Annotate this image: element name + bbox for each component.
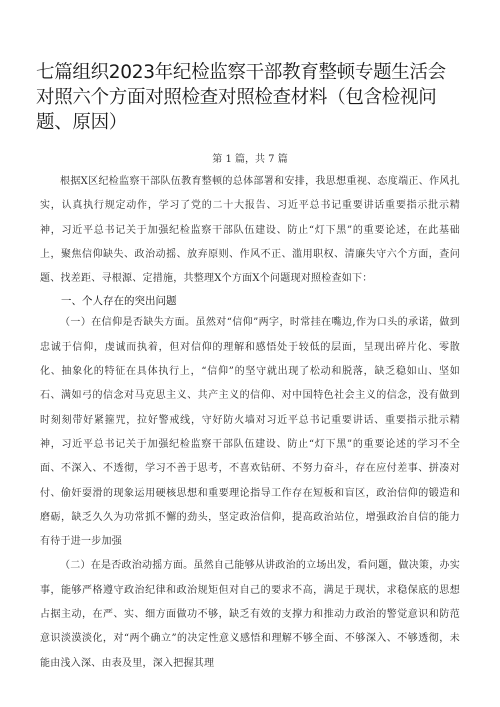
problem-item-2: （二）在是否政治动摇方面。虽然自己能够从讲政治的立场出发，看问题，做决策，办实事，能够严格遵守政治纪律和政治规矩但对自己的要求不高，满足于现状，求稳保底的思想占据主动，在严、实、细方面做功不够，缺乏有效的支撑力和推动力政治的警觉意识和防范意识淡漠淡化，对“两个确立”的决定性意义感悟和理解不够全面、不够深入、不够透彻，未能由浅入深、由表及里，深入把握其理 xyxy=(40,560,460,669)
intro-paragraph: 根据X区纪检监察干部队伍教育整顿的总体部署和安排，我思想重视、态度端正、作风扎实，认真执行规定动作，学习了党的二十大报告、习近平总书记重要讲话重要指示批示精神，习近平总书记关于加强纪检监察干部队伍建设、防止“灯下黑”的重要论述，在此基础上，聚焦信仰缺失、政治动摇、放弃原则、作风不正、滥用职权、清廉失守六个方面，查问题、找差距、寻根源、定措施，共整理X个方面X个问题现对照检查如下： xyxy=(40,176,460,285)
document-title: 七篇组织2023年纪检监察干部教育整顿专题生活会对照六个方面对照检查对照检查材料（包含检视问题、原因） xyxy=(36,62,446,133)
section-heading: 一、个人存在的突出问题 xyxy=(61,295,177,308)
problem-item-1: （一）在信仰是否缺失方面。虽然对“信仰”两字，时常挂在嘴边,作为口头的承诺，做到忠诚于信仰，虔诚而执着，但对信仰的理解和感悟处于较低的层面，呈现出碎片化、零散化、抽象化的特征在具体执行上，“信仰”的坚守就出现了松动和脱落，缺乏稳如山、坚如石、满如弓的信念对马克思主义、共产主义的信仰、对中国特色社会主义的信念，没有做到时刻刻带好紧箍咒，拉好警戒线，守好防火墙对习近平总书记重要讲话、重要指示批示精神，习近平总书记关于加强纪检监察干部队伍建设、防止“灯下黑”的重要论述的学习不全面、不深入、不透彻，学习不善于思考，不喜欢钻研、不努力奋斗，存在应付差事、拼凑对付、偷奸耍滑的现象运用硬核思想和重要理论指导工作存在短板和盲区，政治信仰的锻造和磨砺，缺乏久久为功常抓不懈的劲头，坚定政治信仰，提高政治站位，增强政治自信的能力有待于进一步加强 xyxy=(40,317,460,548)
page-indicator: 第 1 篇，共 7 篇 xyxy=(212,154,288,165)
